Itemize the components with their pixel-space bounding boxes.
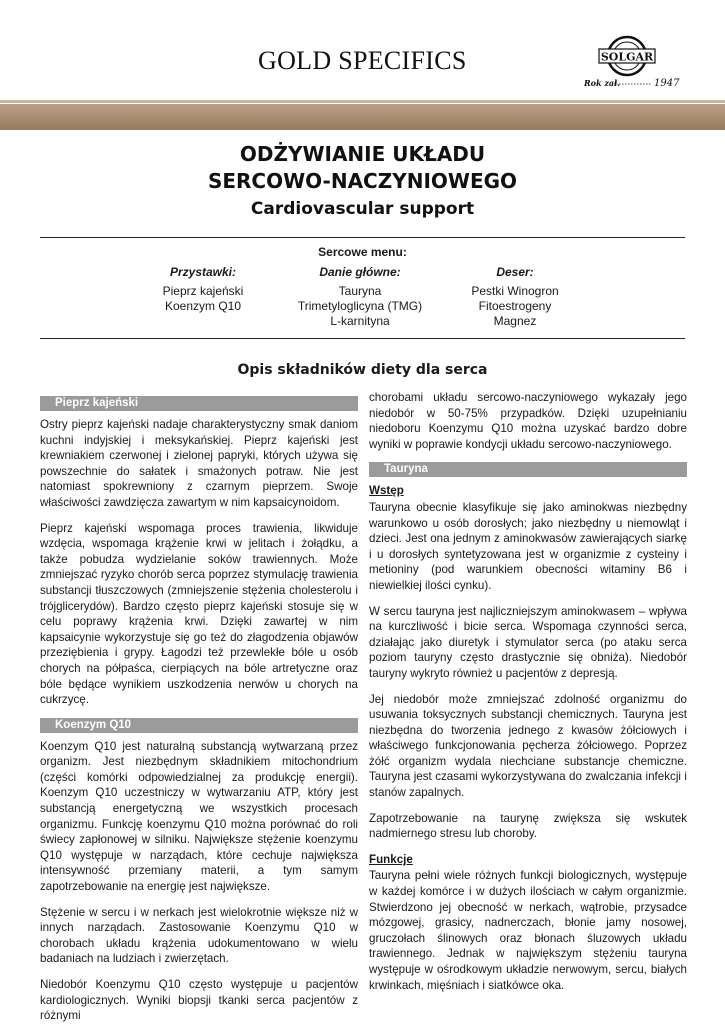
header-band-highlight [0,100,725,103]
established-label: Rok zał. [584,78,620,88]
header-band [0,104,725,130]
subtitle: Cardiovascular support [250,199,475,219]
paragraph: Niedobór Koenzymu Q10 często występuje u pacjentów kardiologicznych. Wyniki biopsji tkanki serca pacjentów z różnymi [40,978,358,1023]
menu-item: L-karnityna [330,314,390,328]
section-bar-pieprz: Pieprz kajeński [40,396,358,411]
menu-item: Pestki Winogron [471,284,559,298]
menu-column-heading: Przystawki: [169,265,237,279]
menu-item: Magnez [493,314,537,328]
menu-column-heading: Danie główne: [319,265,401,279]
paragraph: Jej niedobór może zmniejszać zdolność organizmu do usuwania toksycznych substancji chemicznych. Tauryna jest niezbędna do tworzenia jednego z kwasów żółciowych i właściwego funkcjonowania pęcherza żółciowego. Poprzez żółć organizm wydala niechciane substancje chemiczne. Tauryna jest czasami wykorzystywana do zwalczania infekcji i stanów zapalnych. [369,692,687,800]
paragraph: chorobami układu sercowo-naczyniowego wykazały jego niedobór w 50-75% przypadków. Dzięki uzupełnianiu niedoboru Koenzymu Q10 można uzyskać bardzo dobre wyniki w poprawie kondycji układu sercowo-naczyniowego. [369,391,687,451]
brand-title: GOLD SPECIFICS [258,46,467,75]
right-column [369,390,687,1003]
menu-column-heading: Deser: [496,265,534,279]
subheading-funkcje: Funkcje [369,852,413,866]
menu-item: Trimetyloglicyna (TMG) [297,299,423,313]
paragraph: W sercu tauryna jest najliczniejszym aminokwasem – wpływa na kurczliwość i bicie serca. Wspomaga czynności serca, działając jako diuretyk i stymulator serca (po ataku serca poziom tauryny często drastycznie się obniża). Niedobór tauryny wykryto również u pacjentów z depresją. [369,604,687,680]
menu-item: Pieprz kajeński [162,284,244,298]
paragraph: Zapotrzebowanie na taurynę zwiększa się wskutek nadmiernego stresu lub choroby. [369,811,687,841]
left-column [40,396,358,1034]
section-bar-koenzym: Koenzym Q10 [40,718,358,733]
menu-heading: Sercowe menu: [318,245,407,259]
menu-column-dessert [420,265,610,329]
menu-item: Tauryna [338,284,382,298]
established-year: 1947 [654,78,680,89]
menu-item: Koenzym Q10 [164,299,242,313]
subheading-wstep: Wstęp [369,484,404,498]
paragraph: Stężenie w sercu i w nerkach jest wielokrotnie większe niż w innych narządach. Zastosowanie Koenzymu Q10 w chorobach układu krążenia udokumentowano w wielu badaniach na ludziach i zwierzętach. [40,905,358,966]
section-title: Opis składników diety dla serca [237,362,488,378]
paragraph: Pieprz kajeński wspomaga proces trawienia, likwiduje wzdęcia, wspomaga krążenie krwi w jelitach i żołądku, a także pobudza wydzielanie soków trawiennych. Może zmniejszać ryzyko chorób serca poprzez stymulację trawienia substancji tłuszczowych (zmniejszenie stężenia cholesterolu i trójglicerydów). Bardzo często pieprz kajeński stosuje się w celu poprawy krążenia krwi. Dzięki zawartej w nim kapsaicynie wykorzystuje się go też do złagodzenia objawów przeziębienia i grypy. Łagodzi też przewlekłe bóle u osób chorych na półpaśca, cierpiących na bóle artretyczne oraz bóle będące wynikiem uszkodzenia nerwów u chorych na cukrzycę. [40,521,358,707]
menu-item: Fitoestrogeny [478,299,552,313]
main-title-line1: ODŻYWIANIE UKŁADU [239,142,486,166]
menu-bottom-rule [40,338,685,339]
solgar-logo-text: SOLGAR [600,50,654,64]
paragraph: Tauryna obecnie klasyfikuje się jako aminokwas niezbędny warunkowo u osób dorosłych; jako niezbędny u niemowląt i dzieci. Jest ona jednym z aminokwasów zawierających siarkę i u dorosłych syntetyzowana jest w organizmie z cysteiny i metioniny (pod warunkiem obecności witaminy B6 i niewielkiej ilości cynku). [369,500,687,592]
section-bar-tauryna: Tauryna [369,462,687,477]
paragraph: Koenzym Q10 jest naturalną substancją wytwarzaną przez organizm. Jest niezbędnym składnikiem mitochondrium (części komórki odpowiedzialnej za produkcję energii). Koenzym Q10 uczestniczy w wytwarzaniu ATP, który jest substancją energetyczną we wszystkich procesach organizmu. Funkcję koenzymu Q10 można porównać do roli świecy zapłonowej w silniku. Największe stężenie koenzymu Q10 występuje w narządach, które cechuje największa intensywność przemiany materii, a tym samym zapotrzebowanie na energię jest największe. [40,739,358,894]
menu-top-rule [40,237,685,238]
paragraph: Ostry pieprz kajeński nadaje charakterystyczny smak daniom kuchni indyjskiej i meksykańskiej. Pieprz kajeński jest krewniakiem czerwonej i zielonej papryki, których używa się powszechnie do sałatek i smażonych potraw. Nie jest natomiast spokrewniony z czarnym pieprzem. Swoje właściwości zawdzięcza zawartym w nim kapsaicynoidom. [40,418,358,509]
solgar-logo [582,35,682,93]
main-title-line2: SERCOWO-NACZYNIOWEGO [207,169,518,193]
paragraph: Tauryna pełni wiele różnych funkcji biologicznych, występuje w każdej komórce i w dużych ilościach w całym organizmie. Stwierdzono jej obecność w nerkach, wątrobie, przysadce mózgowej, grasicy, nadnerczach, błonie jamy nosowej, gruczołach ślinowych oraz błonach śluzowych układu trawiennego. Jednak w największym stężeniu tauryna występuje w ośrodkowym układzie nerwowym, sercu, białych krwinkach, mięśniach i siatkówce oka. [369,869,687,992]
